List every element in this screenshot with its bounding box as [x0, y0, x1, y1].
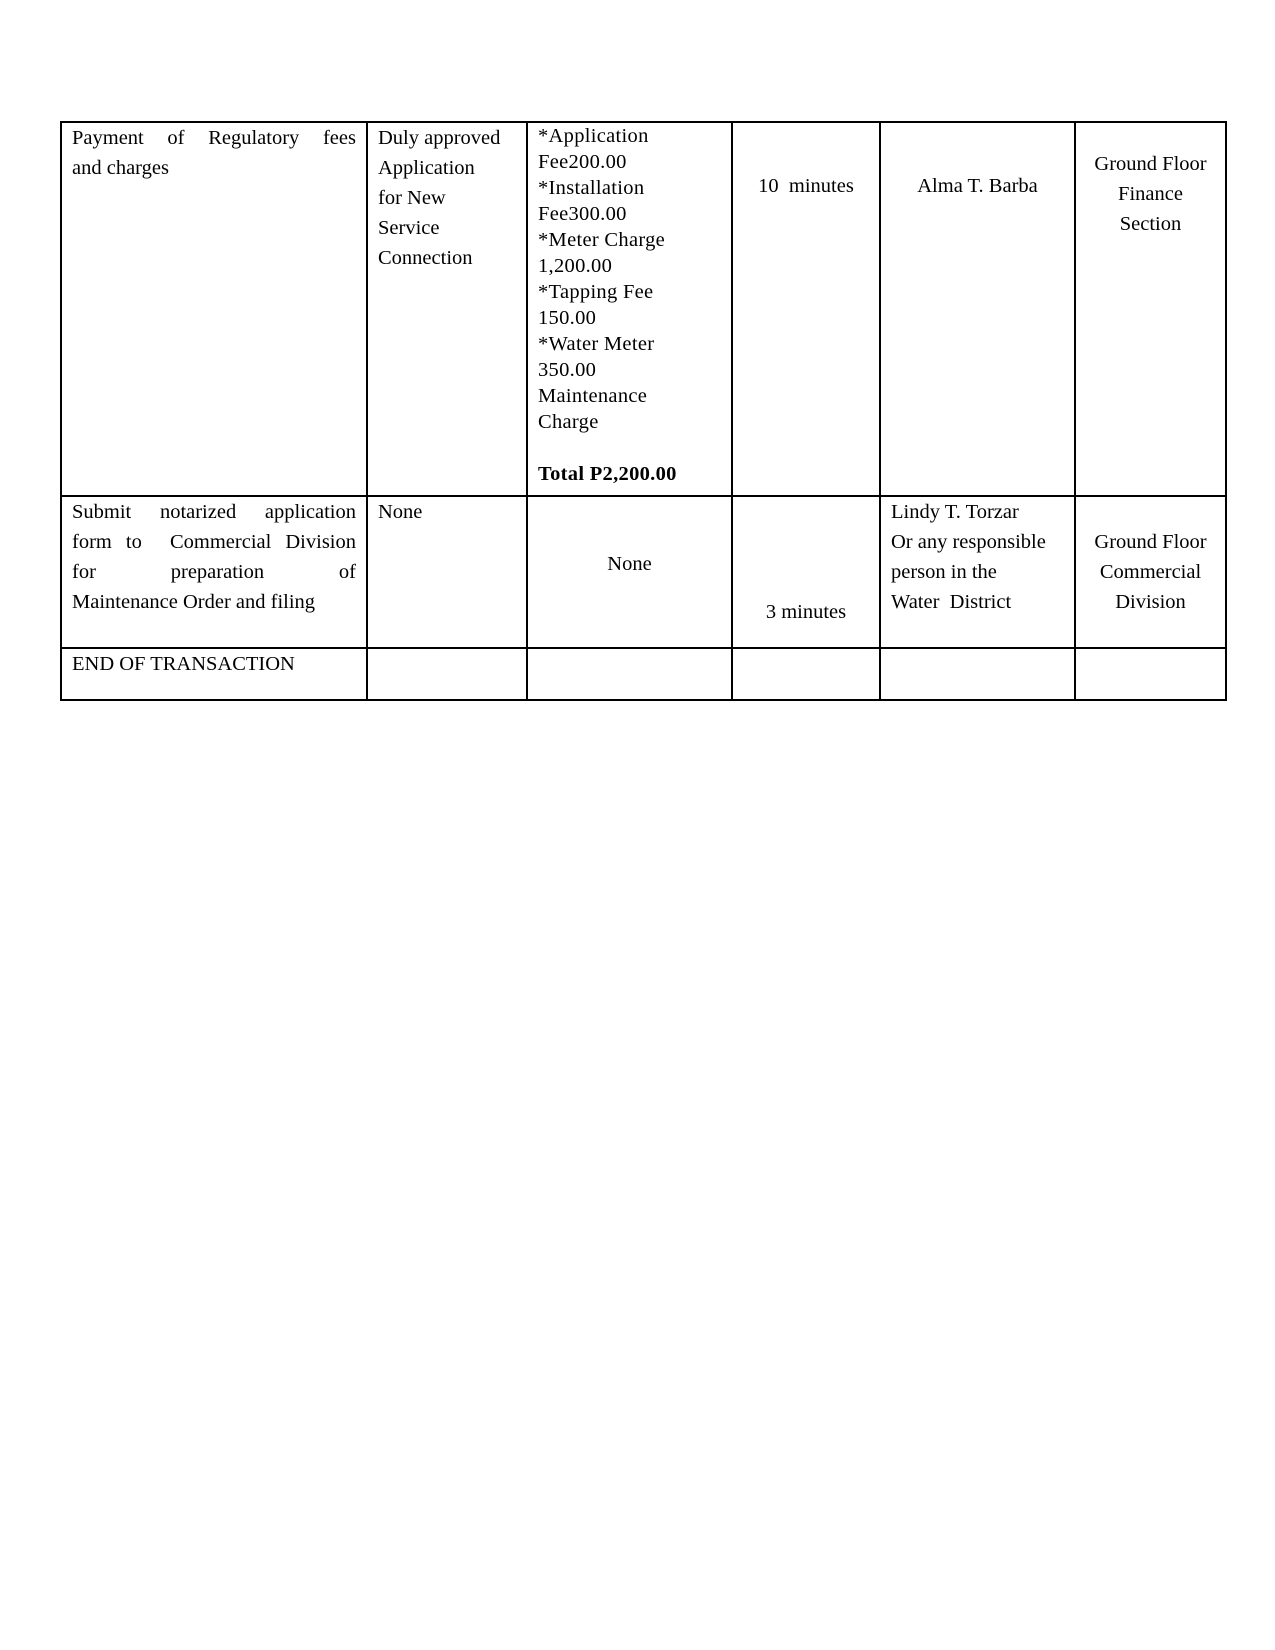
location-cell	[1075, 496, 1226, 648]
requirement-line: Service	[378, 217, 440, 239]
fees-none: None	[607, 553, 652, 575]
location-line: Division	[1115, 591, 1186, 613]
empty-cell	[367, 648, 527, 700]
fee-line: *Installation	[538, 177, 645, 199]
requirement-line: None	[378, 501, 423, 523]
fee-line: *Application	[538, 125, 649, 147]
location-line: Ground Floor	[1094, 153, 1207, 175]
processing-time: 3 minutes	[765, 601, 847, 623]
fees-spacer	[538, 435, 721, 461]
empty-cell	[880, 648, 1075, 700]
table-row	[61, 648, 1226, 700]
step-cell	[61, 648, 367, 700]
fees-cell	[527, 122, 732, 496]
requirement-line: Application	[378, 157, 475, 179]
person-line: person in the	[891, 561, 997, 583]
fee-line: 350.00	[538, 359, 597, 381]
fee-line: Charge	[538, 411, 599, 433]
person-cell	[880, 122, 1075, 496]
end-of-transaction: END OF TRANSACTION	[72, 653, 295, 675]
location-line: Commercial	[1099, 561, 1202, 583]
fee-line: *Water Meter	[538, 333, 655, 355]
time-cell	[732, 496, 880, 648]
fee-line: Fee300.00	[538, 203, 627, 225]
requirement-line: for New	[378, 187, 446, 209]
requirement-line: Duly approved	[378, 127, 501, 149]
empty-cell	[527, 648, 732, 700]
fee-line: 150.00	[538, 307, 597, 329]
person-line: Or any responsible	[891, 531, 1046, 553]
fees-cell	[527, 496, 732, 648]
step-line: Maintenance Order and filing	[72, 591, 316, 613]
person-cell	[880, 496, 1075, 648]
requirements-cell	[367, 496, 527, 648]
empty-cell	[1075, 648, 1226, 700]
location-line: Finance	[1118, 183, 1183, 205]
requirements-cell	[367, 122, 527, 496]
step-cell	[61, 122, 367, 496]
time-cell	[732, 122, 880, 496]
requirement-line: Connection	[378, 247, 473, 269]
person-line: Water District	[891, 591, 1012, 613]
location-line: Section	[1119, 213, 1182, 235]
person-line: Alma T. Barba	[917, 175, 1038, 197]
step-line: Submit notarized application	[72, 501, 356, 523]
table-row	[61, 122, 1226, 496]
processing-time: 10 minutes	[758, 175, 854, 197]
step-line: for preparation of	[72, 561, 356, 583]
step-cell	[61, 496, 367, 648]
location-line: Ground Floor	[1094, 531, 1207, 553]
table-row	[61, 496, 1226, 648]
step-line: Payment of Regulatory fees	[72, 127, 356, 149]
step-line: form to Commercial Division	[72, 531, 356, 553]
step-line: and charges	[72, 157, 169, 179]
fee-line: Fee200.00	[538, 151, 627, 173]
transaction-table	[60, 121, 1227, 701]
fees-total: Total P2,200.00	[538, 463, 677, 485]
fee-line: *Meter Charge	[538, 229, 666, 251]
person-line: Lindy T. Torzar	[891, 501, 1019, 523]
location-cell	[1075, 122, 1226, 496]
fee-line: Maintenance	[538, 385, 648, 407]
fee-line: *Tapping Fee	[538, 281, 654, 303]
empty-cell	[732, 648, 880, 700]
fee-line: 1,200.00	[538, 255, 613, 277]
